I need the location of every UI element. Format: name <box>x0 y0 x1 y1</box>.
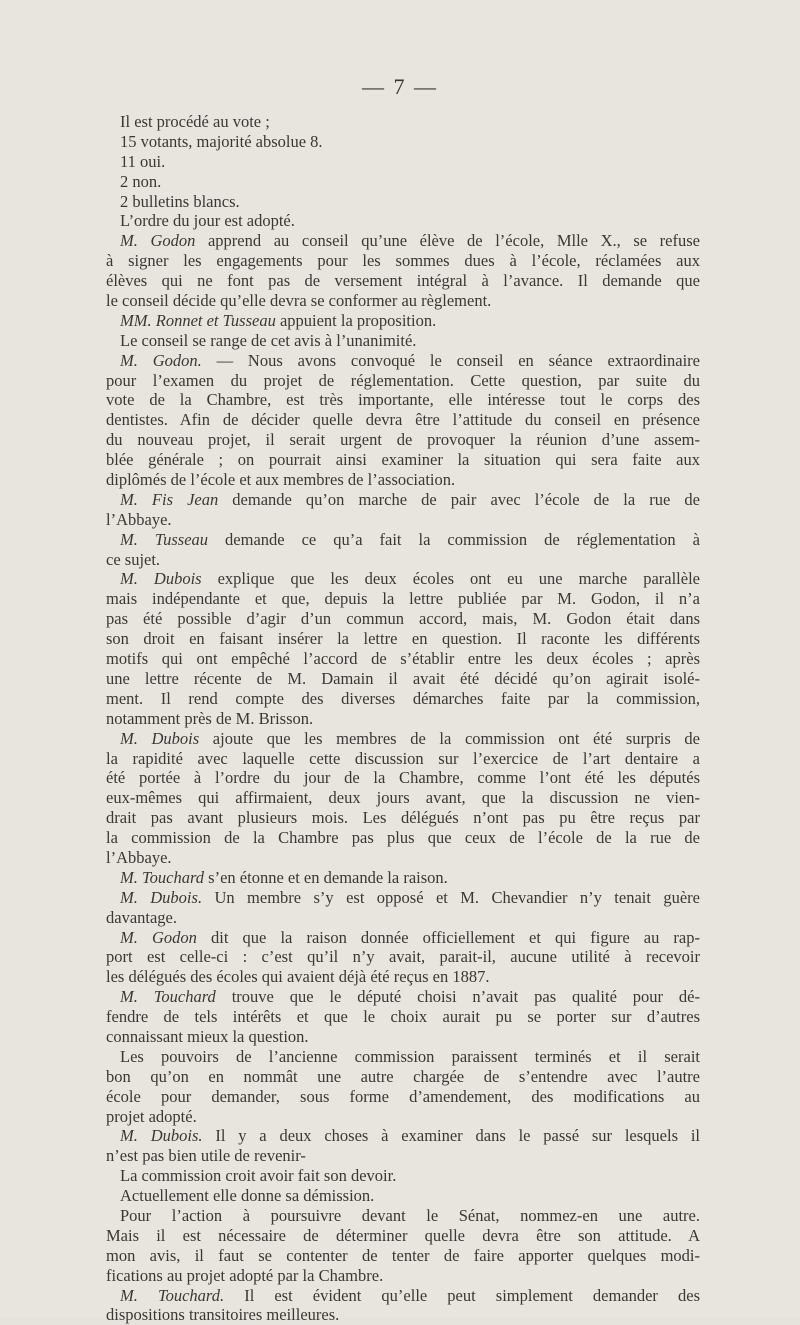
text-line <box>106 192 700 212</box>
line-text: Il y a deux choses à examiner dans le passé sur lesquels il <box>202 1126 700 1146</box>
line-text: La commission croit avoir fait son devoir. <box>120 1166 397 1186</box>
line-text: son droit en faisant insérer la lettre en question. Il raconte les différents <box>106 629 700 649</box>
line-text: Il est évident qu’elle peut simplement demander des <box>224 1285 700 1305</box>
line-text: Un membre s’y est opposé et M. Chevandier n’y tenait guère <box>202 887 700 907</box>
speaker-name: M. Touchard <box>120 987 216 1007</box>
text-line <box>106 848 700 868</box>
line-text: port est celle-ci : c’est qu’il n’y avait, parait-il, aucune utilité à recevoir <box>106 947 700 967</box>
text-line <box>106 470 700 490</box>
line-text: blée générale ; on pourrait ainsi examiner la situation qui sera faite aux <box>106 450 700 470</box>
line-text: du nouveau projet, il serait urgent de provoquer la réunion d’une assem- <box>106 430 700 450</box>
text-line <box>106 1206 700 1226</box>
text-line <box>106 490 700 510</box>
text-line <box>106 1087 700 1107</box>
speaker-name: M. Godon. <box>120 350 202 370</box>
text-line <box>106 390 700 410</box>
text-line <box>106 450 700 470</box>
line-text: dispositions transitoires meilleures. <box>106 1305 340 1325</box>
line-text: — Nous avons convoqué le conseil en séance extraordinaire <box>201 350 700 370</box>
text-line <box>106 609 700 629</box>
line-text: demande ce qu’a fait la commission de réglementation à <box>208 529 700 549</box>
text-line <box>106 987 700 1007</box>
text-line <box>106 569 700 589</box>
text-line <box>106 1126 700 1146</box>
line-text: pour l’examen du projet de réglementation. Cette question, par suite du <box>106 370 700 390</box>
line-text: demande qu’on marche de pair avec l’école de la rue de <box>218 489 700 509</box>
text-line <box>106 808 700 828</box>
line-text: l’Abbaye. <box>106 847 172 867</box>
text-line <box>106 172 700 192</box>
text-line <box>106 768 700 788</box>
page-number: — 7 — <box>362 74 438 99</box>
line-text: à signer les engagements pour les sommes dues à l’école, réclamées aux <box>106 251 700 271</box>
line-text: 2 non. <box>120 171 162 191</box>
line-text: n’est pas bien utile de revenir- <box>106 1146 306 1166</box>
text-line <box>106 908 700 928</box>
line-text: notamment près de M. Brisson. <box>106 708 314 728</box>
line-text: Les pouvoirs de l’ancienne commission paraissent terminés et il serait <box>120 1046 700 1066</box>
text-line <box>106 271 700 291</box>
text-line <box>106 1166 700 1186</box>
speaker-name: M. Dubois <box>120 728 200 748</box>
speaker-name: M. Godon <box>120 231 196 251</box>
speaker-name: M. Touchard. <box>120 1285 225 1305</box>
text-line <box>106 112 700 132</box>
line-text: connaissant mieux la question. <box>106 1026 309 1046</box>
text-line <box>106 1027 700 1047</box>
line-text: été portée à l’ordre du jour de la Chambre, comme l’ont été les députés <box>106 768 700 788</box>
text-line <box>106 410 700 430</box>
text-line <box>106 1226 700 1246</box>
line-text: Il est procédé au vote ; <box>120 112 270 131</box>
text-line <box>106 947 700 967</box>
text-line <box>106 1286 700 1306</box>
text-line <box>106 1047 700 1067</box>
speaker-name: M. Dubois. <box>120 1126 203 1146</box>
line-text: les délégués des écoles qui avaient déjà été reçus en 1887. <box>106 967 490 987</box>
line-text: Pour l’action à poursuivre devant le Sénat, nommez-en une autre. <box>120 1205 700 1225</box>
line-text: bon qu’on en nommât une autre chargée de s’entendre avec l’autre <box>106 1066 700 1086</box>
line-text: explique que les deux écoles ont eu une marche parallèle <box>201 569 700 589</box>
text-line <box>106 749 700 769</box>
line-text: Actuellement elle donne sa démission. <box>120 1186 375 1206</box>
line-text: école pour demander, sous forme d’amendement, des modifications au <box>106 1086 700 1106</box>
line-text: mon avis, il faut se contenter de tenter de faire apporter quelques modi- <box>106 1245 700 1265</box>
text-line <box>106 729 700 749</box>
line-text: davantage. <box>106 907 178 927</box>
text-line <box>106 709 700 729</box>
line-text: Mais il est nécessaire de déterminer quelle devra être son attitude. A <box>106 1225 700 1245</box>
text-line <box>106 1107 700 1127</box>
line-text: diplômés de l’école et aux membres de l’association. <box>106 470 456 490</box>
text-line <box>106 211 700 231</box>
text-line <box>106 1266 700 1286</box>
speaker-name: M. Tusseau <box>120 529 209 549</box>
text-line <box>106 1067 700 1087</box>
line-text: dit que la raison donnée officiellement et qui figure au rap- <box>196 927 700 947</box>
text-line <box>106 510 700 530</box>
line-text: la commission de la Chambre pas plus que ceux de l’école de la rue de <box>106 828 700 848</box>
text-line <box>106 669 700 689</box>
text-line <box>106 689 700 709</box>
line-text: fications au projet adopté par la Chambre. <box>106 1265 384 1285</box>
speaker-name: M. Godon <box>120 927 197 947</box>
text-line <box>106 351 700 371</box>
text-line <box>106 828 700 848</box>
speaker-name: M. Touchard <box>120 867 205 887</box>
text-line <box>106 311 700 331</box>
text-line <box>106 649 700 669</box>
line-text: fendre de tels intérêts et que le choix aurait pu se porter sur d’autres <box>106 1007 700 1027</box>
text-line <box>106 888 700 908</box>
line-text: 15 votants, majorité absolue 8. <box>120 131 323 151</box>
line-text: pas été possible d’agir d’un commun accord, mais, M. Godon était dans <box>106 609 700 629</box>
line-text: 11 oui. <box>120 151 166 171</box>
line-text: motifs qui ont empêché l’accord de s’établir entre les deux écoles ; après <box>106 649 700 669</box>
speaker-name: M. Dubois <box>120 569 202 589</box>
text-line <box>106 1186 700 1206</box>
text-line <box>106 1146 700 1166</box>
line-text: la rapidité avec laquelle cette discussion sur l’exercice de l’art dentaire a <box>106 748 700 768</box>
text-line <box>106 589 700 609</box>
line-text: eux-mêmes qui affirmaient, deux jours avant, que la discussion ne vien- <box>106 788 700 808</box>
body-text <box>106 112 700 1325</box>
line-text: dentistes. Afin de décider quelle devra être l’attitude du conseil en présence <box>106 410 700 430</box>
text-line <box>106 868 700 888</box>
text-line <box>106 530 700 550</box>
line-text: mais indépendante et que, depuis la lettre publiée par M. Godon, il n’a <box>106 589 700 609</box>
speaker-name: M. Dubois. <box>120 887 203 907</box>
text-line <box>106 1246 700 1266</box>
line-text: ajoute que les membres de la commission ont été surpris de <box>199 728 700 748</box>
text-line <box>106 291 700 311</box>
line-text: ment. Il rend compte des diverses démarches faite par la commission, <box>106 688 700 708</box>
text-line <box>106 967 700 987</box>
line-text: projet adopté. <box>106 1106 197 1126</box>
text-line <box>106 430 700 450</box>
line-text: s’en étonne et en demande la raison. <box>204 867 448 887</box>
text-line <box>106 251 700 271</box>
text-line <box>106 331 700 351</box>
line-text: vote de la Chambre, est très importante, elle intéresse tout le corps des <box>106 390 700 410</box>
text-line <box>106 132 700 152</box>
line-text: L’ordre du jour est adopté. <box>120 211 295 231</box>
text-line <box>106 1007 700 1027</box>
text-line <box>106 550 700 570</box>
text-line <box>106 371 700 391</box>
line-text: une lettre récente de M. Damain il avait été décidé qu’on agirait isolé- <box>106 668 700 688</box>
line-text: trouve que le député choisi n’avait pas qualité pour dé- <box>215 987 700 1007</box>
line-text: ce sujet. <box>106 549 161 569</box>
line-text: Le conseil se range de cet avis à l’unanimité. <box>120 330 417 350</box>
speaker-name: M. Fis Jean <box>120 489 219 509</box>
line-text: apprend au conseil qu’une élève de l’école, Mlle X., se refuse <box>195 231 700 251</box>
text-line <box>106 629 700 649</box>
speaker-name: MM. Ronnet et Tusseau <box>120 310 276 330</box>
line-text: l’Abbaye. <box>106 509 172 529</box>
line-text: drait pas avant plusieurs mois. Les délégués n’ont pas pu être reçus par <box>106 808 700 828</box>
line-text: appuient la proposition. <box>275 310 437 330</box>
text-line <box>106 788 700 808</box>
text-line <box>106 231 700 251</box>
line-text: élèves qui ne font pas de versement intégral à l’avance. Il demande que <box>106 271 700 291</box>
line-text: le conseil décide qu’elle devra se conformer au règlement. <box>106 291 492 311</box>
line-text: 2 bulletins blancs. <box>120 191 240 211</box>
text-line <box>106 1305 700 1325</box>
text-line <box>106 152 700 172</box>
text-line <box>106 928 700 948</box>
